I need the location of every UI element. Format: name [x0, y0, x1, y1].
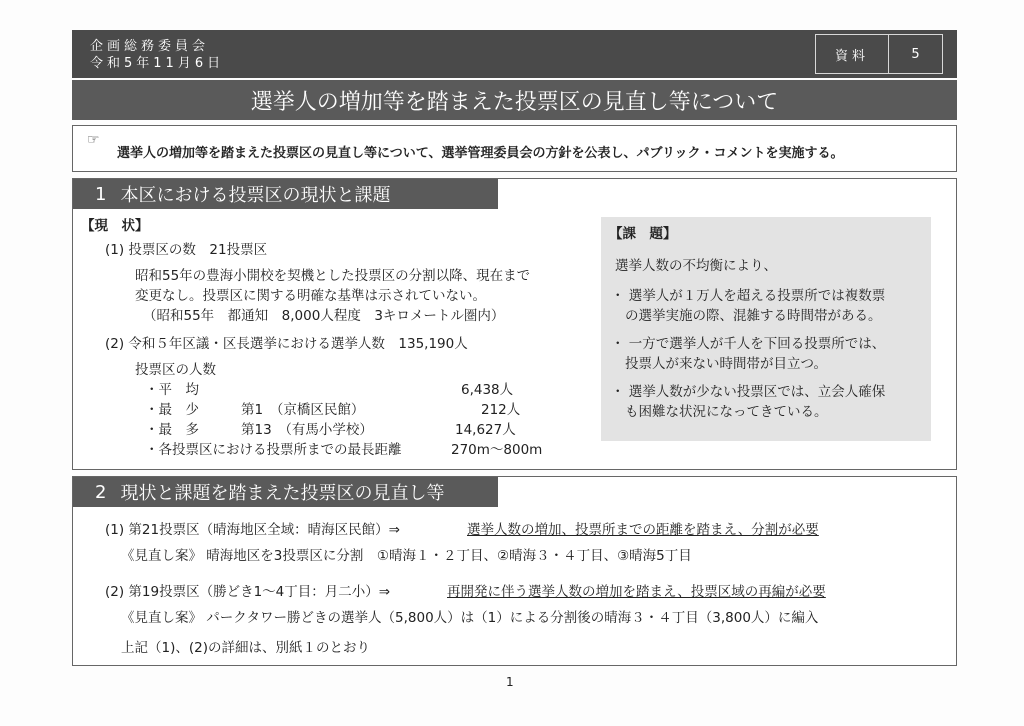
revision-2-heading: (2) 第19投票区（勝どき1～4丁目：月二小）⇒ [105, 584, 391, 600]
page-number: 1 [506, 675, 514, 689]
item1-line2: 変更なし。投票区に関する明確な基準は示されていない。 [135, 288, 486, 304]
issue-3-line1: ・ 選挙人数が少ない投票区では、立会人確保 [611, 384, 886, 400]
summary-box [72, 125, 957, 172]
meeting-date: 令和5年11月6日 [90, 56, 225, 71]
issue-1-line1: ・ 選挙人が１万人を超える投票所では複数票 [611, 288, 886, 304]
document-label: 資料 [816, 35, 889, 73]
issues-intro: 選挙人数の不均衡により、 [615, 258, 777, 274]
row-max-label: ・最 多 [145, 422, 199, 438]
header-band [72, 30, 957, 78]
distance-label: ・各投票区における投票所までの最長距離 [145, 442, 402, 458]
document-number: 5 [911, 46, 920, 62]
committee-name: 企画総務委員会 [90, 39, 210, 54]
issues-heading: 【課 題】 [609, 226, 677, 242]
row-average-label: ・平 均 [145, 382, 199, 398]
row-max-value: 14,627人 [455, 422, 516, 438]
item1-line1: 昭和55年の豊海小開校を契機とした投票区の分割以降、現在まで [135, 268, 531, 284]
section-revision [72, 476, 957, 666]
issue-2-line1: ・ 一方で選挙人が千人を下回る投票所では、 [611, 336, 886, 352]
issues-box [601, 217, 931, 441]
section-current-status [72, 178, 957, 470]
issue-2-line2: 投票人が来ない時間帯が目立つ。 [625, 356, 827, 372]
issue-3-line2: も困難な状況になってきている。 [625, 404, 828, 420]
header-meta [90, 38, 224, 72]
item2-heading: (2) 令和５年区議・区長選挙における選挙人数 135,190人 [105, 336, 468, 352]
revision-2-plan: 《見直し案》 パークタワー勝どきの選挙人（5,800人）は（1）による分割後の晴海３・４丁目（3,800人）に編入 [121, 610, 819, 626]
row-min-label: ・最 少 [145, 402, 199, 418]
revision-2-reason: 再開発に伴う選挙人数の増加を踏まえ、投票区域の再編が必要 [447, 584, 826, 600]
section-1-title-text: 本区における投票区の現状と課題 [120, 185, 391, 206]
section-2-number: 2 [95, 481, 107, 503]
revision-1-plan: 《見直し案》 晴海地区を3投票区に分割 ①晴海１・２丁目、②晴海３・４丁目、③晴海5丁目 [121, 548, 692, 564]
row-min-detail: 第1 （京橋区民館） [241, 402, 365, 418]
section-2-title [73, 477, 498, 507]
revision-1-heading: (1) 第21投票区（晴海地区全域：晴海区民館）⇒ [105, 522, 400, 538]
row-max-detail: 第13 （有馬小学校） [241, 422, 373, 438]
item1-heading: (1) 投票区の数 21投票区 [105, 242, 268, 258]
row-average-value: 6,438人 [461, 382, 514, 398]
item2-subheading: 投票区の人数 [135, 362, 216, 378]
document-number-box [815, 34, 943, 74]
distance-value: 270m～800m [451, 442, 543, 458]
status-heading: 【現 状】 [81, 218, 149, 234]
revision-note: 上記（1)、(2)の詳細は、別紙１のとおり [121, 640, 370, 656]
page-title: 選挙人の増加等を踏まえた投票区の見直し等について [72, 80, 957, 120]
section-2-title-text: 現状と課題を踏まえた投票区の見直し等 [120, 483, 445, 504]
section-1-title [73, 179, 498, 209]
pointing-hand-icon: ☞ [87, 132, 100, 148]
row-min-value: 212人 [481, 402, 521, 418]
issue-1-line2: の選挙実施の際、混雑する時間帯がある。 [625, 308, 882, 324]
section-1-number: 1 [95, 183, 107, 205]
summary-text: 選挙人の増加等を踏まえた投票区の見直し等について、選挙管理委員会の方針を公表し、パブリック・コメントを実施する。 [117, 146, 844, 161]
item1-line3: （昭和55年 都通知 8,000人程度 3キロメートル圏内） [143, 308, 505, 324]
revision-1-reason: 選挙人数の増加、投票所までの距離を踏まえ、分割が必要 [467, 522, 819, 538]
